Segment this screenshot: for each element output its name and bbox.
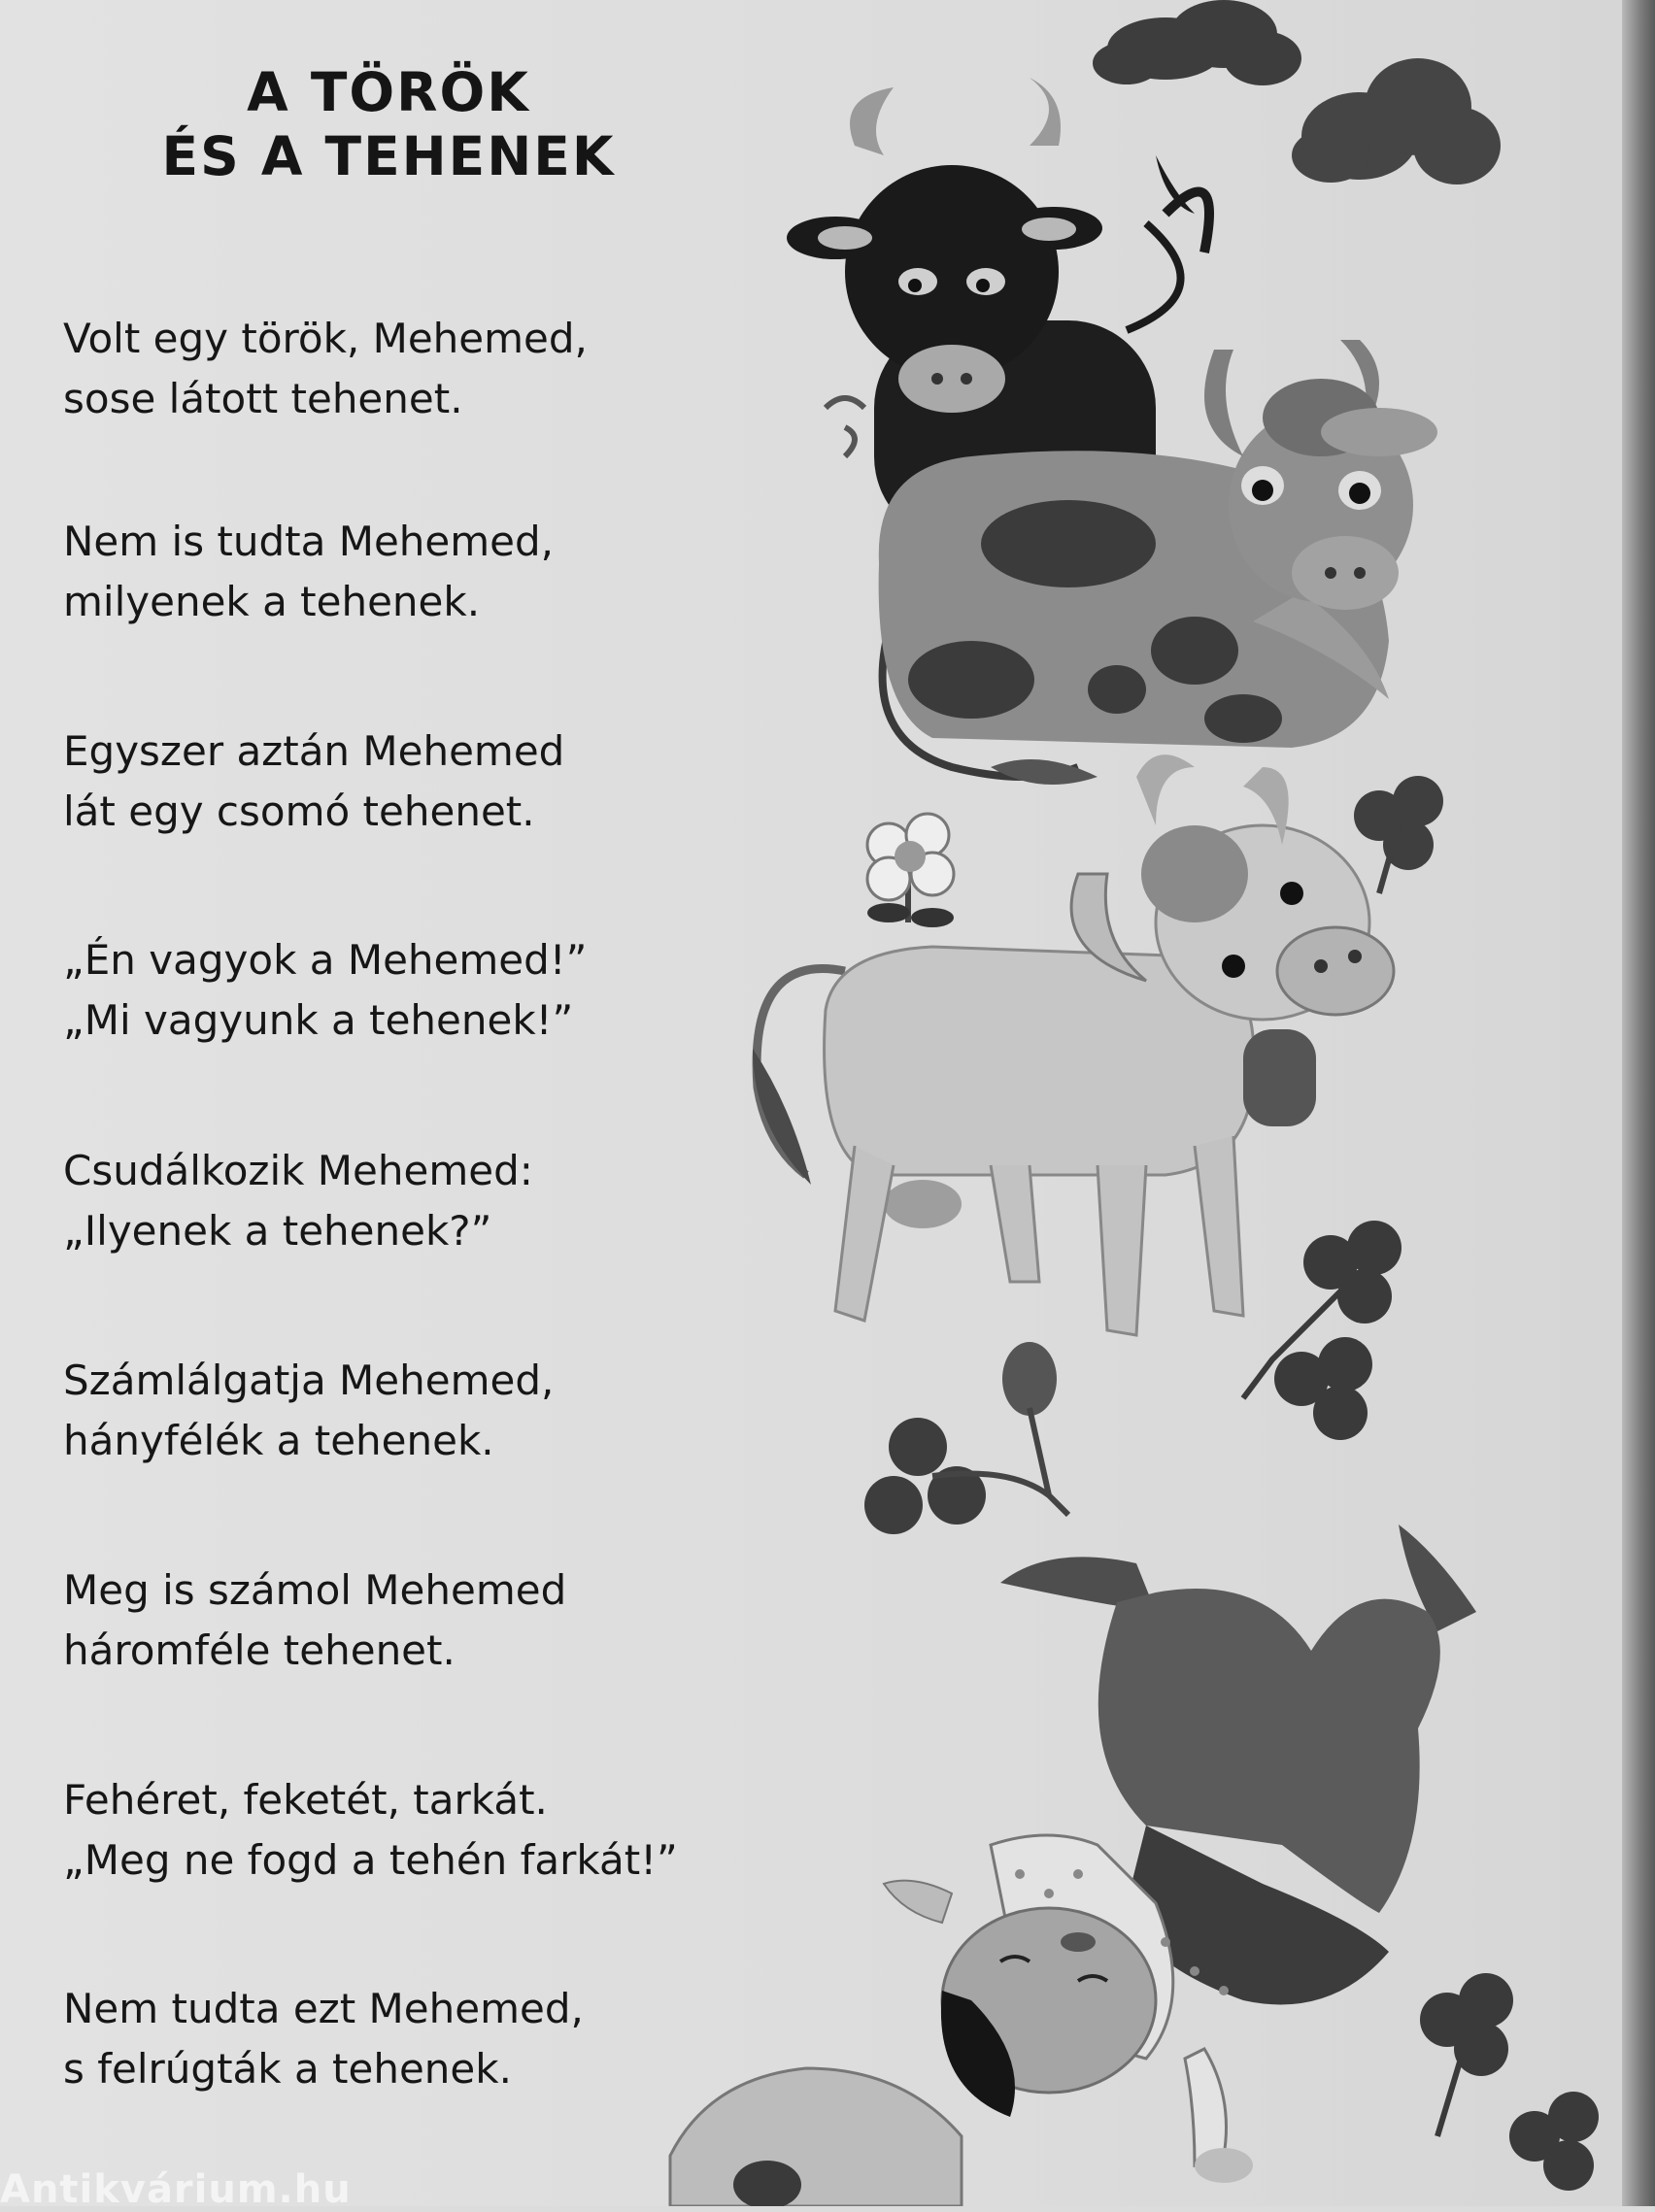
stanza-line: Volt egy török, Mehemed, — [63, 315, 588, 362]
stanza-line: Egyszer aztán Mehemed — [63, 727, 565, 775]
stanza-line: Fehéret, feketét, tarkát. — [63, 1776, 548, 1824]
watermark: Antikvárium.hu — [0, 2167, 352, 2212]
poem-title-line-1: A TÖRÖK — [247, 61, 530, 123]
cloud-icon — [1292, 58, 1501, 184]
stanza-line: sose látott tehenet. — [63, 375, 463, 422]
stanza-line: hányfélék a tehenek. — [63, 1417, 494, 1464]
stanza-line: „Én vagyok a Mehemed!” — [63, 936, 588, 984]
stanza-line: lát egy csomó tehenet. — [63, 788, 535, 835]
stanza-line: „Meg ne fogd a tehén farkát!” — [63, 1836, 678, 1884]
stanza-line: Számlálgatja Mehemed, — [63, 1357, 555, 1404]
stanza-line: Meg is számol Mehemed — [63, 1566, 567, 1614]
flower-icon — [867, 814, 954, 927]
stanza-line: „Ilyenek a tehenek?” — [63, 1207, 492, 1255]
stanza-line: s felrúgták a tehenek. — [63, 2045, 512, 2093]
clover-icon — [864, 1342, 1068, 1534]
stanza-line: Nem tudta ezt Mehemed, — [63, 1985, 584, 2032]
stanza-line: Csudálkozik Mehemed: — [63, 1147, 533, 1194]
clover-icon — [1354, 776, 1443, 893]
clover-icon — [1420, 1973, 1599, 2191]
poem-title-line-2: ÉS A TEHENEK — [161, 125, 616, 187]
clover-icon — [1243, 1221, 1402, 1440]
boy-falling-icon — [670, 1525, 1476, 2206]
stanza-line: milyenek a tehenek. — [63, 578, 481, 625]
stanza-line: „Mi vagyunk a tehenek!” — [63, 996, 574, 1044]
stanza-line: háromféle tehenet. — [63, 1626, 456, 1674]
stanza-line: Nem is tudta Mehemed, — [63, 518, 555, 565]
white-cow-icon — [753, 754, 1394, 1335]
cloud-icon — [1093, 0, 1301, 85]
